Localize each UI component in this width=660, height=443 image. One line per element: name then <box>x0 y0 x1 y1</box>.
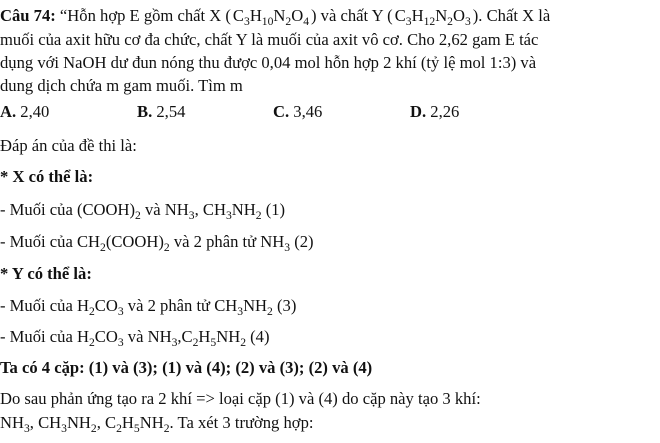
option-b[interactable]: B. 2,54 <box>137 102 186 121</box>
x-case-1: - Muối của $(COOH)_2$ và $NH_3$, $CH_3NH_2$ (1) <box>0 200 286 223</box>
pairs-line: Ta có 4 cặp: (1) và (3); (1) và (4); (2) và (3); (2) và (4) <box>0 358 373 377</box>
question-text-1: “Hỗn hợp E gồm chất X ( <box>55 6 231 25</box>
question-line-2: muối của axit hữu cơ đa chức, chất Y là muối của axit vô cơ. Cho 2,62 gam E tác <box>0 30 539 49</box>
answer-intro: Đáp án của đề thi là: <box>0 136 137 155</box>
x-heading: * X có thể là: <box>0 167 94 186</box>
option-d[interactable]: D. 2,26 <box>410 102 460 121</box>
question-line-1 <box>0 6 551 29</box>
question-number: Câu 74: <box>0 6 56 25</box>
question-text-3: ). Chất X là <box>472 6 551 25</box>
question-line-3: dụng với NaOH dư đun nóng thu được 0,04 mol hỗn hợp 2 khí (tỷ lệ mol 1:3) và <box>0 53 537 72</box>
question-text-2: ) và chất Y ( <box>311 6 393 25</box>
x-case-2: - Muối của $CH_2(COOH)_2$ và 2 phân tử $NH_3$ (2) <box>0 232 314 255</box>
y-case-4: - Muối của $H_2CO_3$ và $NH_3,C_2H_5NH_2$ (4) <box>0 327 270 350</box>
conclusion-line-1: Do sau phản ứng tạo ra 2 khí => loại cặp (1) và (4) do cặp này tạo 3 khí: <box>0 389 481 408</box>
formula-x: $C_3H_{10}N_2O_4$ <box>232 6 309 29</box>
conclusion-line-2: $NH_3$, $CH_3NH_2$, $C_2H_5NH_2$. Ta xét 3 trường hợp: <box>0 413 314 436</box>
option-c[interactable]: C. 3,46 <box>273 102 323 121</box>
y-case-3: - Muối của $H_2CO_3$ và 2 phân tử $CH_3NH_2$ (3) <box>0 296 297 319</box>
option-a[interactable]: A. 2,40 <box>0 102 50 121</box>
formula-y: $C_3H_{12}N_2O_3$ <box>394 6 471 29</box>
question-line-4: dung dịch chứa m gam muối. Tìm m <box>0 76 243 95</box>
y-heading: * Y có thể là: <box>0 264 92 283</box>
